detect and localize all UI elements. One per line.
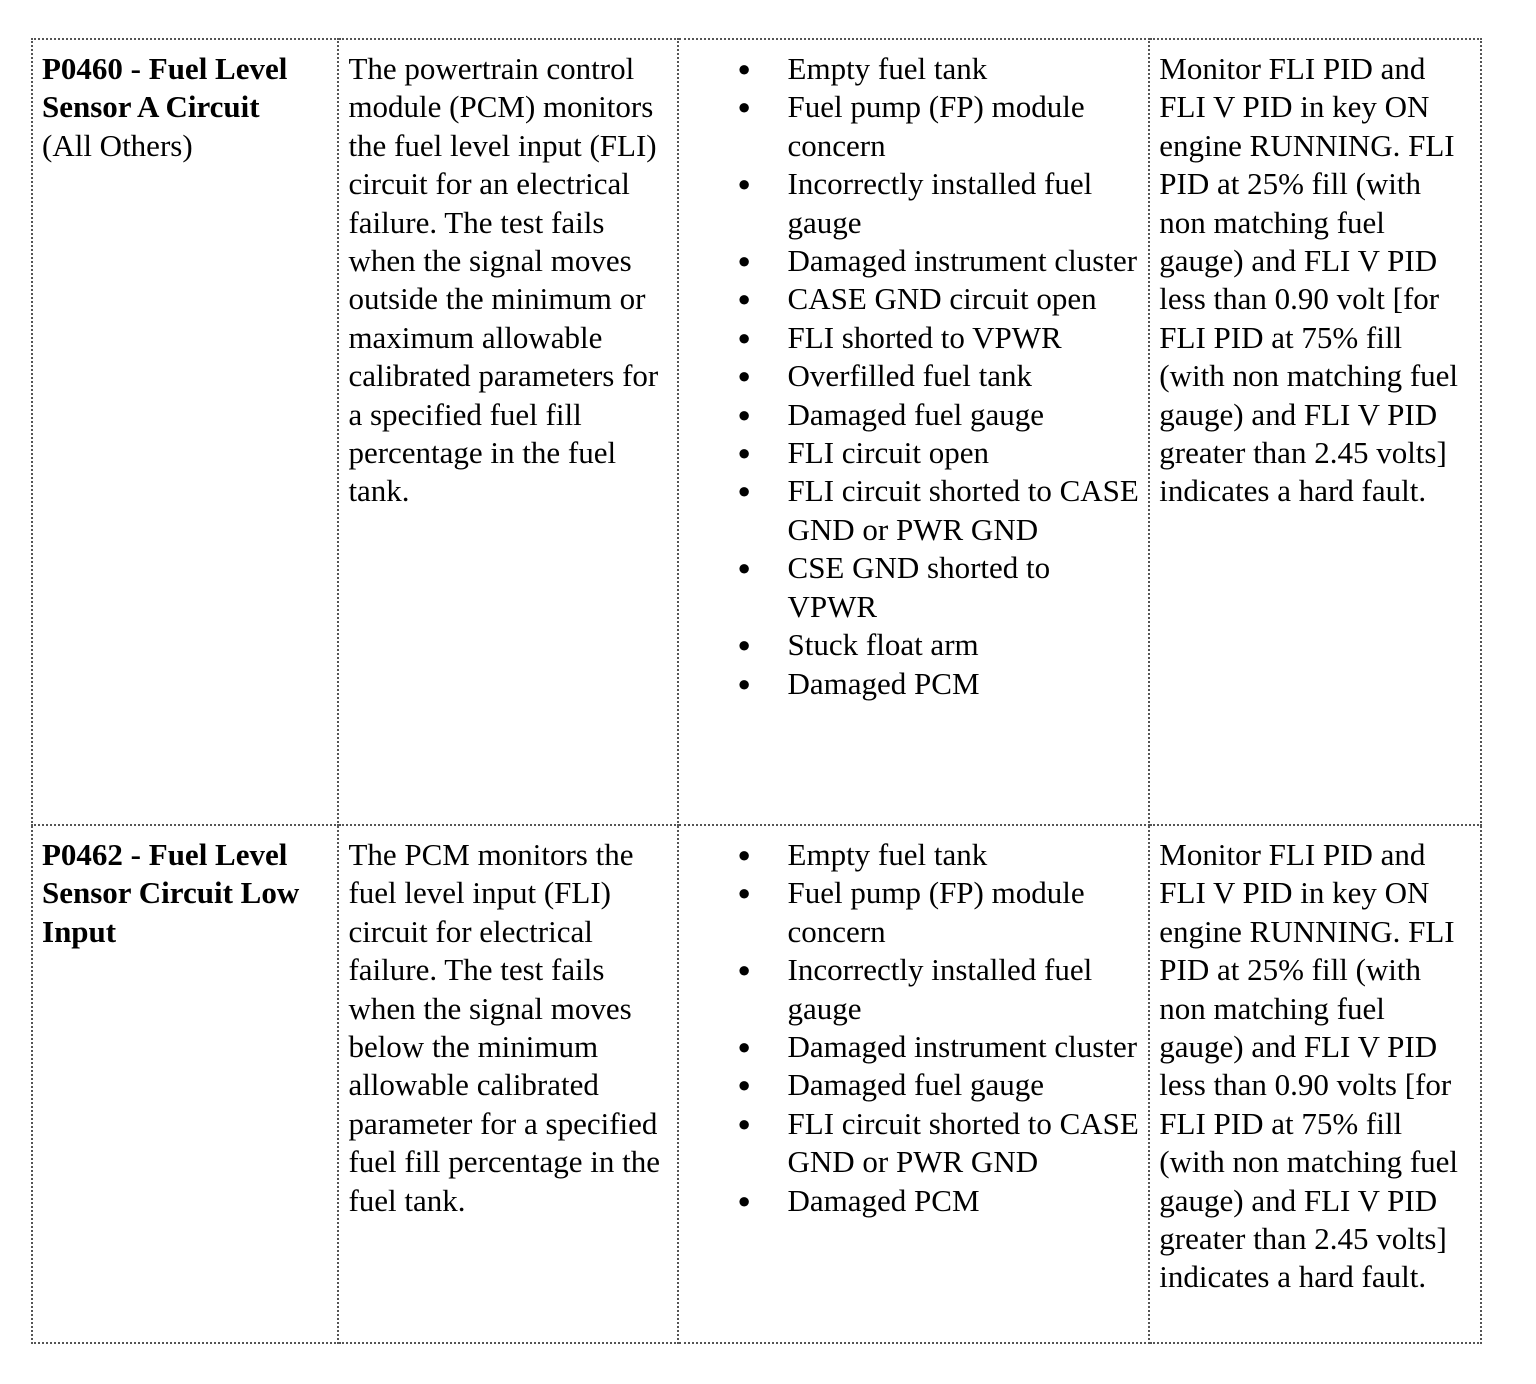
- bullet-icon: ●: [737, 670, 751, 696]
- bullet-icon: ●: [737, 324, 751, 350]
- diagnostic-aid-cell: [1149, 39, 1481, 825]
- bullet-icon: ●: [737, 1187, 751, 1213]
- cause-text: FLI circuit shorted to CASE GND or PWR GND: [787, 1105, 1139, 1180]
- diagnostic-aid: Monitor FLI PID and FLI V PID in key ON engine RUNNING. FLI PID at 25% fill (with non matching fuel gauge) and FLI V PID less than 0.90 volts [for FLI PID at 75% fill (with non matching fuel gauge) and FLI V PID greater than 2.45 volts] indicates a hard fault.: [1159, 837, 1459, 1295]
- cause-text: Overfilled fuel tank: [787, 358, 1032, 394]
- list-item: [737, 357, 1140, 395]
- list-item: [737, 951, 1140, 1028]
- description-cell: [338, 39, 677, 825]
- bullet-icon: ●: [737, 440, 751, 466]
- cause-list: [688, 836, 1140, 1220]
- diagnostic-aid-cell: [1149, 825, 1481, 1343]
- cause-text: CSE GND shorted to VPWR: [787, 550, 1051, 624]
- causes-cell: [678, 39, 1150, 825]
- cause-text: CASE GND circuit open: [787, 281, 1097, 317]
- bullet-icon: ●: [737, 363, 751, 389]
- bullet-icon: ●: [737, 632, 751, 658]
- dtc-code-title: P0460 - Fuel Level Sensor A Circuit: [42, 51, 288, 125]
- list-item: [737, 1182, 1140, 1220]
- dtc-table: [31, 38, 1482, 1344]
- cause-text: Fuel pump (FP) module concern: [787, 875, 1085, 949]
- list-item: [737, 626, 1140, 664]
- cause-text: Empty fuel tank: [787, 837, 988, 872]
- bullet-icon: ●: [737, 171, 751, 197]
- list-item: [737, 88, 1140, 165]
- list-item: [737, 50, 1140, 88]
- bullet-icon: ●: [737, 1072, 751, 1098]
- cause-text: Empty fuel tank: [787, 51, 988, 86]
- cause-text: FLI shorted to VPWR: [787, 319, 1062, 355]
- list-item: [737, 665, 1140, 703]
- dtc-description: The PCM monitors the fuel level input (FLI) circuit for electrical failure. The test fails when the signal moves below the minimum allowable calibrated parameter for a specified fuel fill percentage in the fuel tank.: [348, 837, 661, 1218]
- bullet-icon: ●: [737, 94, 751, 120]
- list-item: [737, 434, 1140, 472]
- list-item: [737, 472, 1140, 549]
- bullet-icon: ●: [737, 957, 751, 983]
- bullet-icon: ●: [737, 1110, 751, 1136]
- bullet-icon: ●: [737, 555, 751, 581]
- diagnostic-aid: Monitor FLI PID and FLI V PID in key ON engine RUNNING. FLI PID at 25% fill (with non matching fuel gauge) and FLI V PID less than 0.90 volt [for FLI PID at 75% fill (with non matching fuel gauge) and FLI V PID greater than 2.45 volts] indicates a hard fault.: [1159, 51, 1459, 509]
- cause-text: Damaged PCM: [787, 665, 980, 701]
- bullet-icon: ●: [737, 880, 751, 906]
- bullet-icon: ●: [737, 478, 751, 504]
- cause-text: Incorrectly installed fuel gauge: [787, 166, 1093, 240]
- table-row: [32, 825, 1481, 1343]
- cause-text: Fuel pump (FP) module concern: [787, 89, 1085, 163]
- cause-text: FLI circuit open: [787, 435, 989, 471]
- list-item: [737, 165, 1140, 242]
- list-item: [737, 1105, 1140, 1182]
- description-cell: [338, 825, 677, 1343]
- bullet-icon: ●: [737, 56, 751, 81]
- list-item: [737, 836, 1140, 874]
- bullet-icon: ●: [737, 248, 751, 274]
- list-item: [737, 319, 1140, 357]
- bullet-icon: ●: [737, 842, 751, 867]
- bullet-icon: ●: [737, 1034, 751, 1060]
- cause-list: [688, 50, 1140, 703]
- list-item: [737, 1066, 1140, 1104]
- cause-text: Damaged PCM: [787, 1182, 980, 1218]
- dtc-description: The powertrain control module (PCM) monitors the fuel level input (FLI) circuit for an electrical failure. The test fails when the signal moves outside the minimum or maximum allowable calibrated parameters for a specified fuel fill percentage in the fuel tank.: [348, 51, 659, 509]
- bullet-icon: ●: [737, 401, 751, 427]
- list-item: [737, 549, 1140, 626]
- cause-text: Stuck float arm: [787, 627, 979, 663]
- cause-text: Damaged fuel gauge: [787, 396, 1045, 432]
- code-cell: [32, 39, 338, 825]
- dtc-code-title: P0462 - Fuel Level Sensor Circuit Low Input: [42, 837, 300, 949]
- cause-text: Damaged fuel gauge: [787, 1067, 1045, 1103]
- list-item: [737, 396, 1140, 434]
- list-item: [737, 874, 1140, 951]
- cause-text: FLI circuit shorted to CASE GND or PWR GND: [787, 473, 1139, 547]
- code-cell: [32, 825, 338, 1343]
- dtc-code-subtitle: (All Others): [42, 127, 193, 163]
- table-row: [32, 39, 1481, 825]
- cause-text: Damaged instrument cluster: [787, 1029, 1138, 1065]
- list-item: [737, 280, 1140, 318]
- list-item: [737, 242, 1140, 280]
- cause-text: Damaged instrument cluster: [787, 243, 1138, 279]
- bullet-icon: ●: [737, 286, 751, 312]
- cause-text: Incorrectly installed fuel gauge: [787, 952, 1093, 1026]
- list-item: [737, 1028, 1140, 1066]
- causes-cell: [678, 825, 1150, 1343]
